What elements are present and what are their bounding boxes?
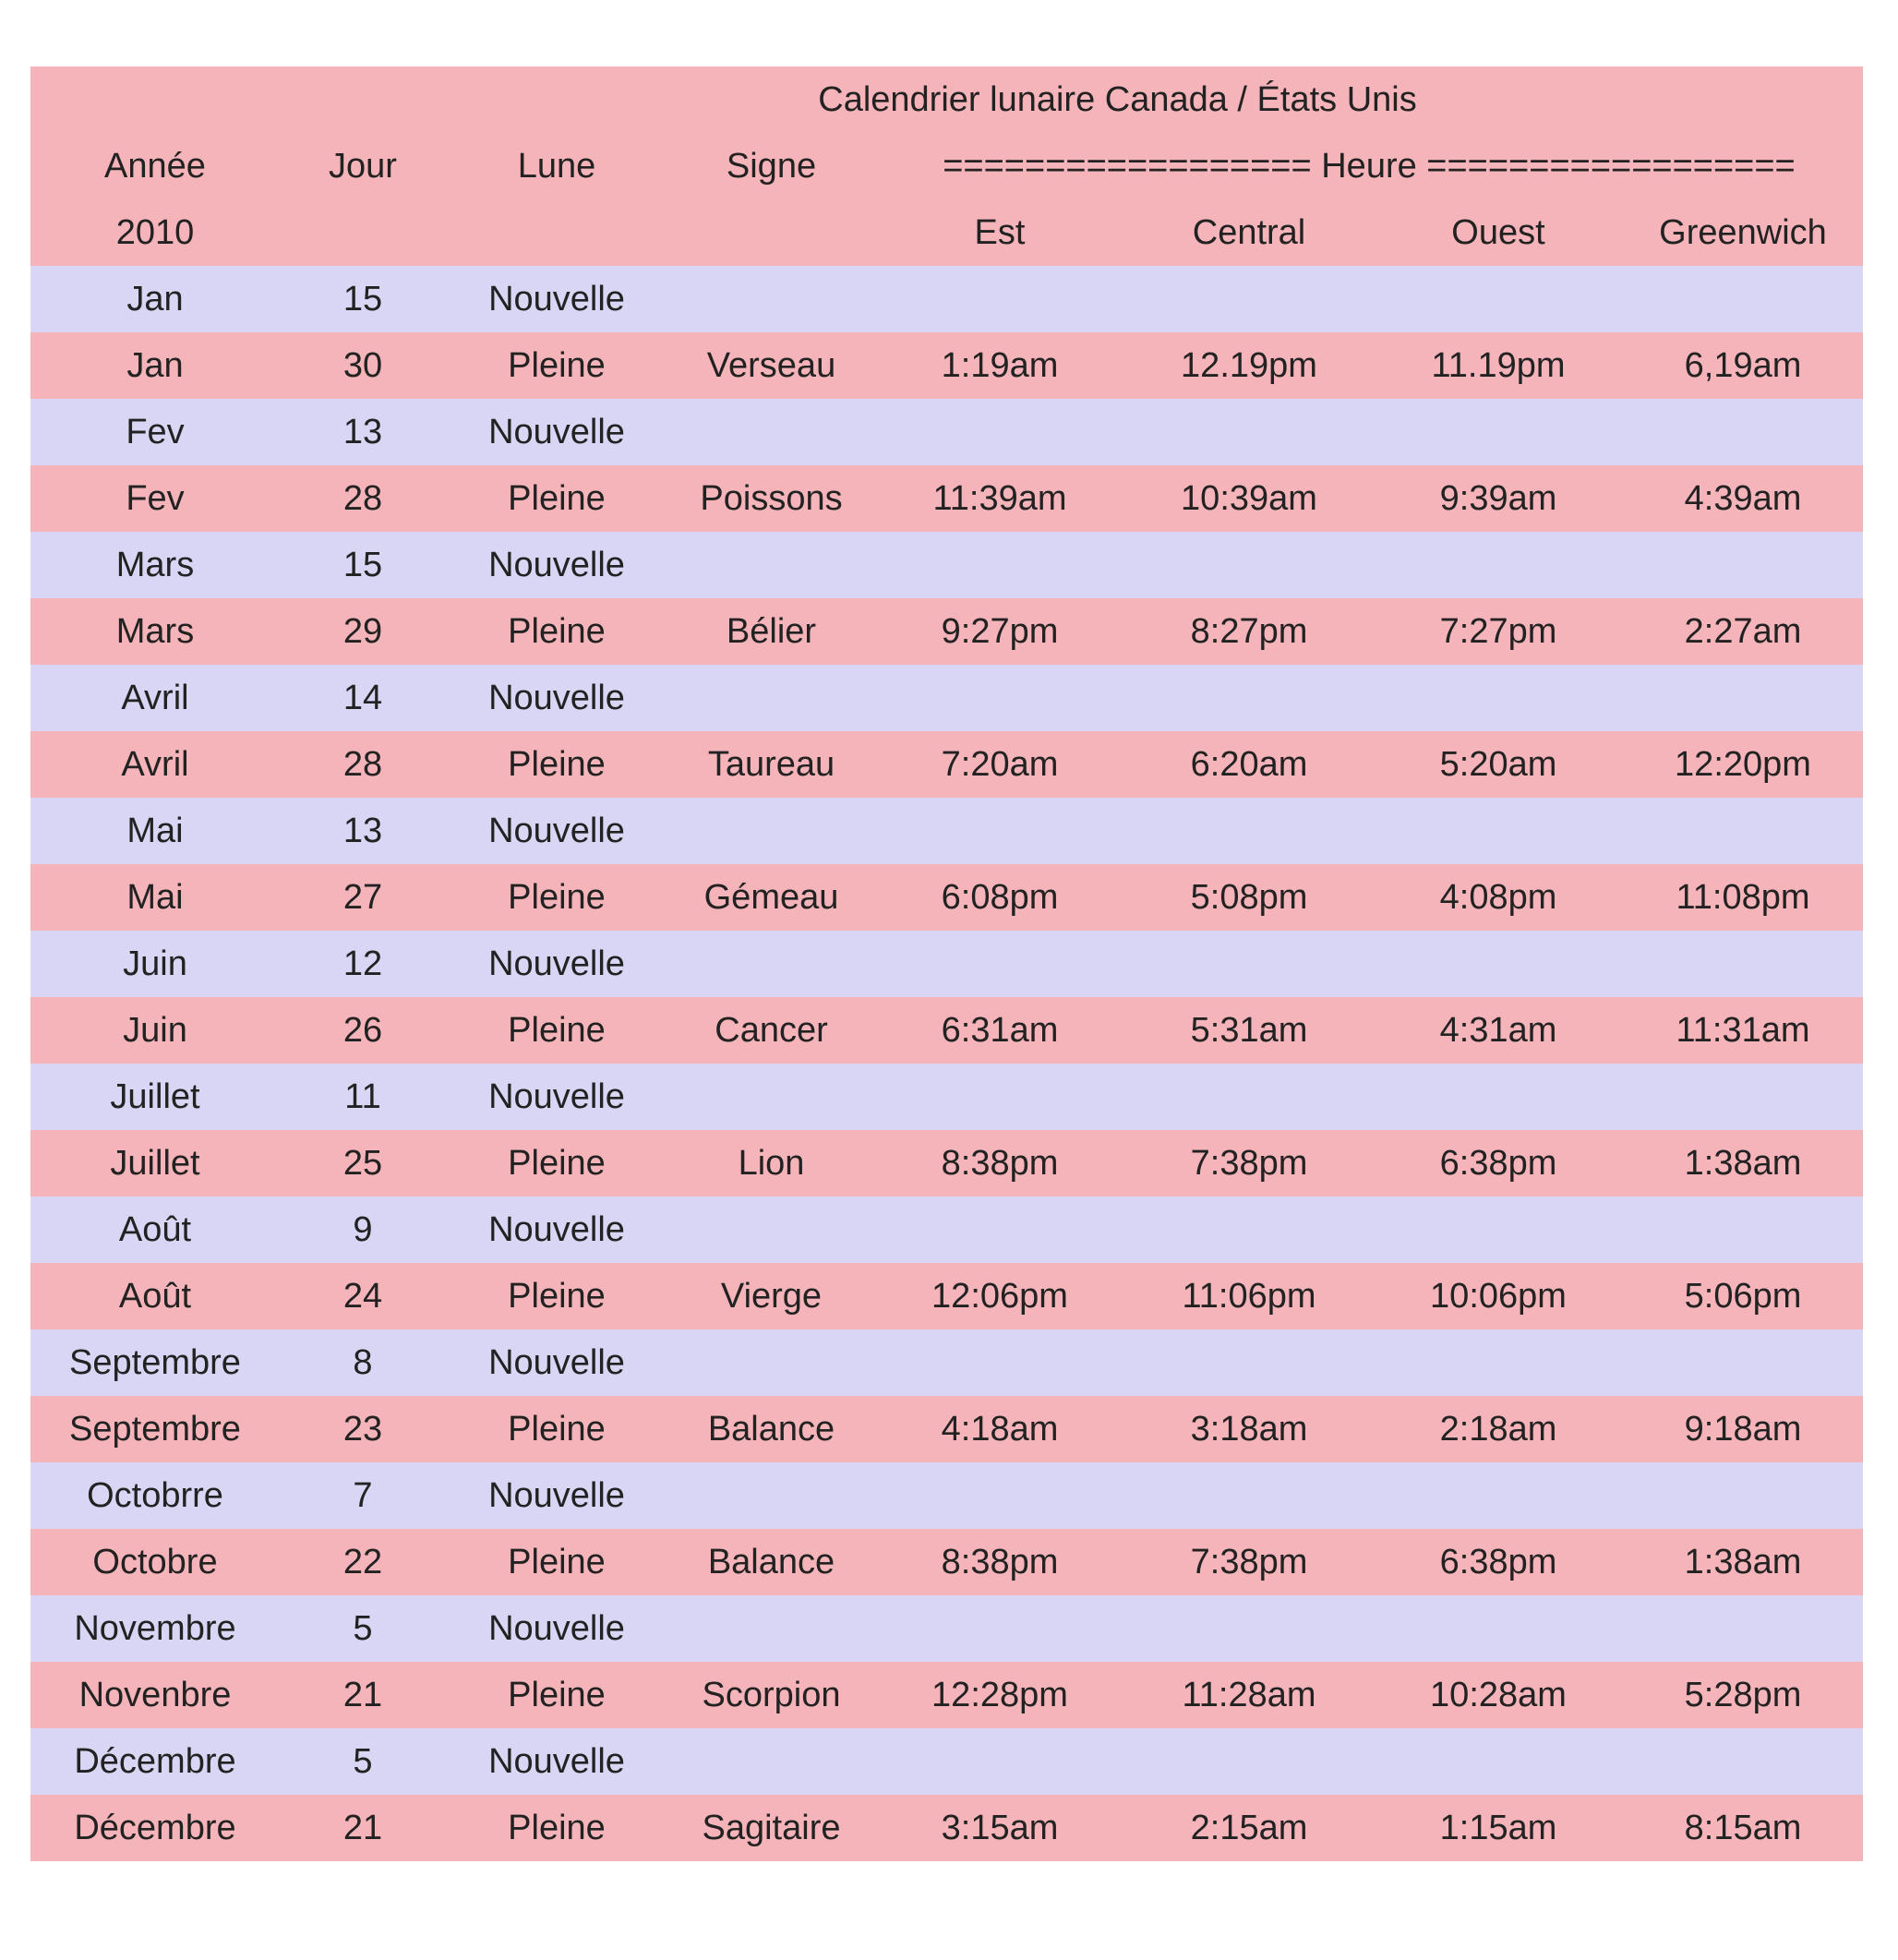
table-row [30, 598, 1863, 665]
cell-jour: 21 [342, 1676, 383, 1714]
cell-jour: 14 [342, 679, 383, 717]
table-row [30, 1130, 1863, 1196]
cell-ouest: 10:28am [1430, 1676, 1567, 1714]
cell-lune: Pleine [508, 346, 606, 385]
cell-greenwich: 12:20pm [1675, 745, 1811, 784]
title-row [30, 66, 1863, 133]
cell-greenwich: 1:38am [1684, 1543, 1802, 1581]
cell-mois: Juillet [110, 1077, 200, 1116]
cell-jour: 27 [342, 878, 383, 917]
cell-central: 6:20am [1190, 745, 1308, 784]
cell-ouest: 5:20am [1439, 745, 1557, 784]
cell-lune: Pleine [508, 1277, 606, 1316]
cell-central: 2:15am [1190, 1809, 1308, 1847]
table-row [30, 731, 1863, 798]
header-heure-banner: ================== Heure ================== [943, 147, 1796, 186]
cell-mois: Septembre [69, 1343, 241, 1382]
cell-jour: 21 [342, 1809, 383, 1847]
cell-lune: Pleine [508, 1410, 606, 1449]
cell-signe: Sagitaire [702, 1809, 841, 1847]
cell-lune: Nouvelle [488, 280, 625, 319]
cell-central: 7:38pm [1190, 1543, 1308, 1581]
header-greenwich: Greenwich [1659, 213, 1827, 252]
cell-signe: Lion [738, 1144, 805, 1183]
cell-ouest: 7:27pm [1439, 612, 1557, 651]
cell-lune: Pleine [508, 1144, 606, 1183]
cell-lune: Pleine [508, 878, 606, 917]
table-row [30, 532, 1863, 598]
cell-greenwich: 9:18am [1684, 1410, 1802, 1449]
cell-ouest: 1:15am [1439, 1809, 1557, 1847]
table-row [30, 1329, 1863, 1396]
table-body [30, 266, 1863, 1861]
table-row [30, 266, 1863, 332]
header-ouest: Ouest [1451, 213, 1545, 252]
table-row [30, 1595, 1863, 1662]
cell-ouest: 9:39am [1439, 479, 1557, 518]
cell-central: 11:28am [1182, 1676, 1316, 1714]
cell-lune: Nouvelle [488, 679, 625, 717]
cell-signe: Cancer [715, 1011, 828, 1050]
cell-mois: Novembre [74, 1609, 236, 1648]
table-row [30, 997, 1863, 1064]
cell-signe: Vierge [720, 1277, 823, 1316]
cell-jour: 28 [342, 479, 383, 518]
cell-jour: 5 [353, 1742, 373, 1781]
cell-lune: Pleine [508, 1809, 606, 1847]
table-row [30, 332, 1863, 399]
header-jour: Jour [329, 147, 397, 186]
cell-mois: Septembre [69, 1410, 241, 1449]
cell-mois: Mars [115, 546, 195, 584]
cell-central: 10:39am [1181, 479, 1317, 518]
cell-mois: Mars [115, 612, 195, 651]
cell-greenwich: 11:08pm [1676, 878, 1810, 917]
cell-lune: Nouvelle [488, 1476, 625, 1515]
header-row [30, 133, 1863, 199]
cell-est: 12:28pm [931, 1676, 1068, 1714]
cell-est: 6:08pm [941, 878, 1059, 917]
table-row [30, 465, 1863, 532]
cell-ouest: 4:31am [1439, 1011, 1557, 1050]
cell-lune: Nouvelle [488, 1609, 625, 1648]
cell-jour: 30 [342, 346, 383, 385]
cell-lune: Nouvelle [488, 812, 625, 850]
cell-jour: 11 [344, 1077, 381, 1116]
cell-greenwich: 11:31am [1676, 1011, 1810, 1050]
cell-mois: Juin [123, 1011, 187, 1050]
cell-lune: Pleine [508, 1543, 606, 1581]
table-row [30, 1064, 1863, 1130]
cell-lune: Nouvelle [488, 1343, 625, 1382]
cell-mois: Décembre [74, 1809, 236, 1847]
table-row [30, 399, 1863, 465]
cell-signe: Scorpion [702, 1676, 841, 1714]
cell-ouest: 6:38pm [1439, 1543, 1557, 1581]
cell-est: 11:39am [932, 479, 1067, 518]
cell-mois: Fev [126, 413, 185, 451]
header-annee: Année [104, 147, 206, 186]
cell-mois: Août [118, 1210, 192, 1249]
cell-lune: Pleine [508, 1676, 606, 1714]
cell-greenwich: 1:38am [1684, 1144, 1802, 1183]
table-row [30, 1795, 1863, 1861]
cell-lune: Pleine [508, 745, 606, 784]
cell-est: 9:27pm [941, 612, 1059, 651]
cell-est: 1:19am [941, 346, 1059, 385]
cell-lune: Nouvelle [488, 413, 625, 451]
cell-ouest: 11.19pm [1431, 346, 1566, 385]
cell-est: 6:31am [941, 1011, 1059, 1050]
cell-lune: Nouvelle [488, 1210, 625, 1249]
table-row [30, 1662, 1863, 1728]
cell-lune: Pleine [508, 479, 606, 518]
header-lune: Lune [517, 147, 596, 186]
cell-jour: 12 [342, 944, 383, 983]
cell-jour: 9 [353, 1210, 373, 1249]
cell-ouest: 6:38pm [1439, 1144, 1557, 1183]
cell-est: 8:38pm [941, 1543, 1059, 1581]
cell-central: 7:38pm [1190, 1144, 1308, 1183]
table-title: Calendrier lunaire Canada / États Unis [818, 80, 1417, 119]
cell-jour: 7 [353, 1476, 373, 1515]
cell-lune: Nouvelle [488, 1077, 625, 1116]
table-row [30, 931, 1863, 997]
cell-jour: 15 [342, 546, 383, 584]
cell-mois: Juillet [110, 1144, 200, 1183]
cell-est: 8:38pm [941, 1144, 1059, 1183]
cell-mois: Novenbre [78, 1676, 232, 1714]
cell-jour: 5 [353, 1609, 373, 1648]
cell-mois: Août [118, 1277, 192, 1316]
cell-jour: 25 [342, 1144, 383, 1183]
table-row [30, 864, 1863, 931]
cell-central: 5:31am [1190, 1011, 1308, 1050]
cell-mois: Juin [123, 944, 187, 983]
cell-greenwich: 4:39am [1684, 479, 1802, 518]
cell-est: 3:15am [941, 1809, 1059, 1847]
lunar-calendar-table [30, 66, 1863, 1861]
cell-ouest: 4:08pm [1439, 878, 1557, 917]
cell-signe: Taureau [707, 745, 835, 784]
cell-central: 8:27pm [1190, 612, 1308, 651]
cell-jour: 22 [342, 1543, 383, 1581]
cell-lune: Nouvelle [488, 1742, 625, 1781]
cell-mois: Octobrre [87, 1476, 223, 1515]
cell-greenwich: 2:27am [1684, 612, 1802, 651]
cell-jour: 15 [342, 280, 383, 319]
cell-greenwich: 6,19am [1684, 346, 1802, 385]
cell-jour: 13 [342, 413, 383, 451]
table-row [30, 1196, 1863, 1263]
cell-est: 7:20am [941, 745, 1059, 784]
cell-jour: 23 [342, 1410, 383, 1449]
subheader-row [30, 199, 1863, 266]
cell-lune: Pleine [508, 1011, 606, 1050]
cell-signe: Balance [707, 1410, 835, 1449]
cell-mois: Décembre [74, 1742, 236, 1781]
table-row [30, 1728, 1863, 1795]
header-signe: Signe [726, 147, 817, 186]
cell-mois: Jan [126, 346, 184, 385]
table-row [30, 1529, 1863, 1595]
cell-mois: Avril [121, 745, 189, 784]
header-central: Central [1192, 213, 1306, 252]
cell-ouest: 2:18am [1439, 1410, 1557, 1449]
cell-mois: Mai [126, 878, 184, 917]
cell-jour: 28 [342, 745, 383, 784]
cell-mois: Jan [126, 280, 184, 319]
cell-central: 11:06pm [1182, 1277, 1316, 1316]
cell-central: 5:08pm [1190, 878, 1308, 917]
cell-mois: Avril [121, 679, 189, 717]
header-est: Est [974, 213, 1026, 252]
cell-greenwich: 5:28pm [1684, 1676, 1802, 1714]
cell-signe: Poissons [700, 479, 843, 518]
cell-lune: Nouvelle [488, 546, 625, 584]
cell-signe: Balance [707, 1543, 835, 1581]
header-year-value: 2010 [115, 213, 195, 252]
cell-jour: 8 [353, 1343, 373, 1382]
table-row [30, 665, 1863, 731]
cell-jour: 26 [342, 1011, 383, 1050]
cell-jour: 24 [342, 1277, 383, 1316]
cell-signe: Gémeau [703, 878, 839, 917]
cell-central: 12.19pm [1181, 346, 1317, 385]
cell-signe: Bélier [726, 612, 817, 651]
cell-mois: Mai [126, 812, 184, 850]
table-row [30, 1263, 1863, 1329]
table-row [30, 1462, 1863, 1529]
cell-mois: Fev [126, 479, 185, 518]
cell-signe: Verseau [706, 346, 836, 385]
table-row [30, 798, 1863, 864]
cell-greenwich: 5:06pm [1684, 1277, 1802, 1316]
table-row [30, 1396, 1863, 1462]
cell-jour: 13 [342, 812, 383, 850]
cell-lune: Pleine [508, 612, 606, 651]
cell-jour: 29 [342, 612, 383, 651]
cell-lune: Nouvelle [488, 944, 625, 983]
cell-est: 12:06pm [931, 1277, 1068, 1316]
cell-ouest: 10:06pm [1430, 1277, 1567, 1316]
cell-est: 4:18am [941, 1410, 1059, 1449]
cell-mois: Octobre [92, 1543, 218, 1581]
cell-greenwich: 8:15am [1684, 1809, 1802, 1847]
cell-central: 3:18am [1190, 1410, 1308, 1449]
